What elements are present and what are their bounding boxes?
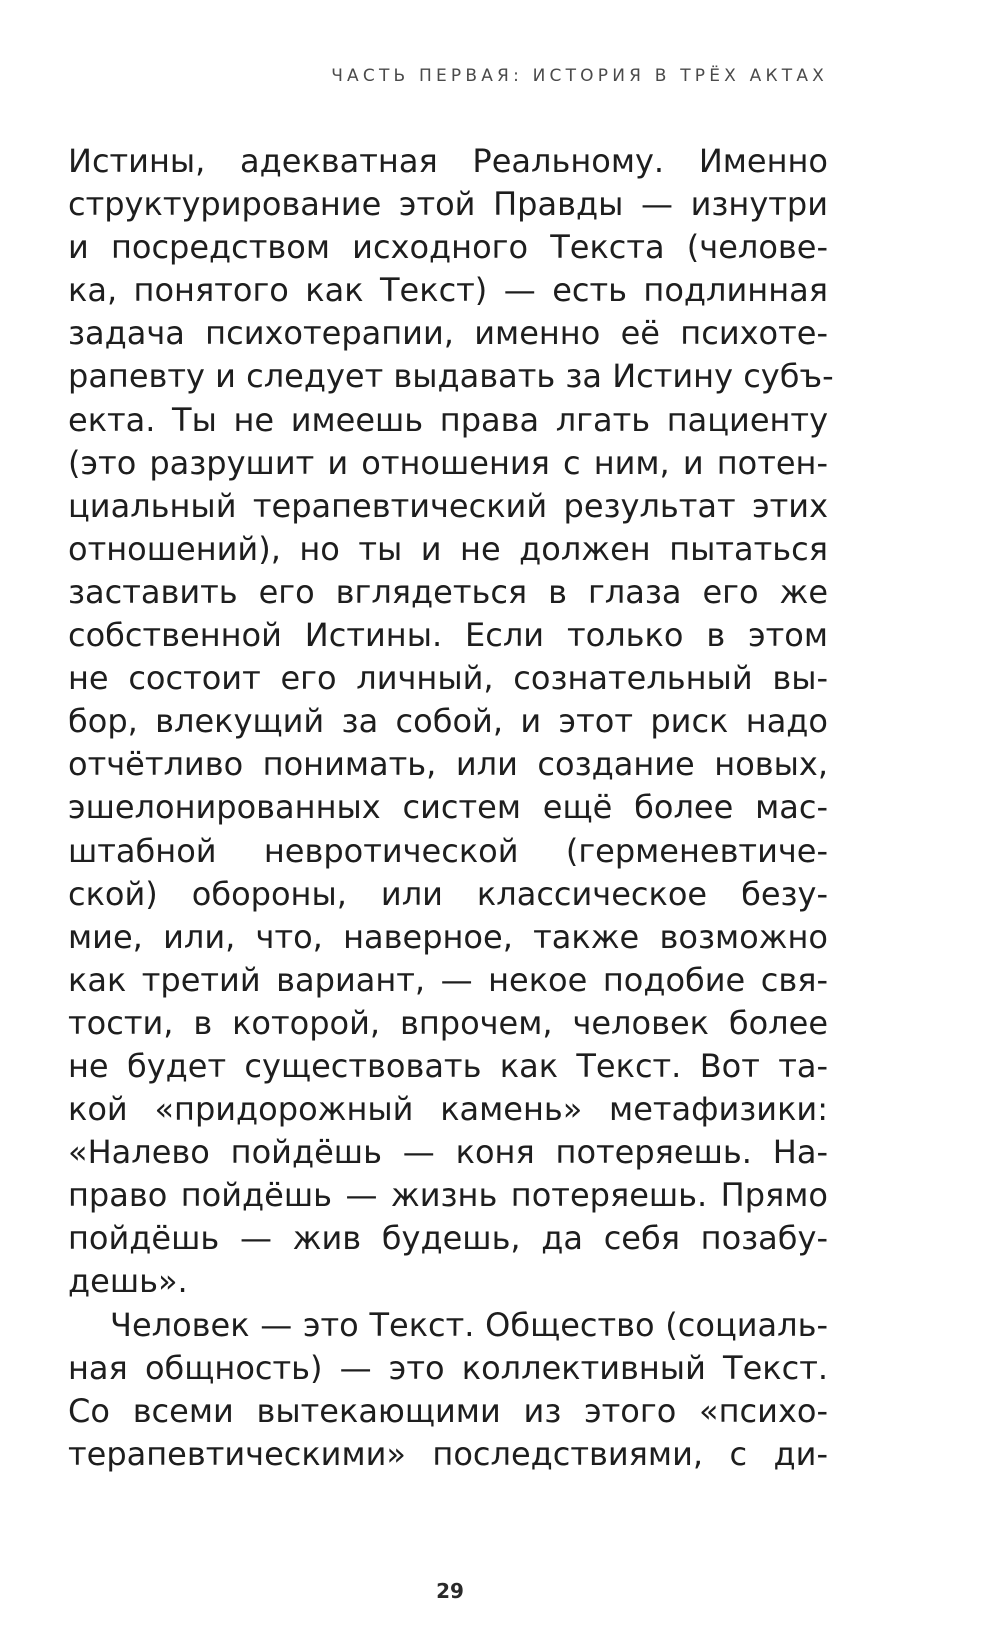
text-line: «Налево пойдёшь — коня потеряешь. На-	[68, 1133, 828, 1172]
text-line: дешь».	[68, 1262, 188, 1301]
text-line: отношений), но ты и не должен пытаться	[68, 529, 828, 568]
text-line: задача психотерапии, именно её психоте-	[68, 314, 828, 353]
text-line: тости, в которой, впрочем, человек более	[68, 1003, 828, 1042]
text-line: рапевту и следует выдавать за Истину субъ-	[68, 357, 834, 396]
paragraph-1	[68, 140, 834, 1304]
text-line: структурирование этой Правды — изнутри	[68, 185, 828, 224]
text-line: отчётливо понимать, или создание новых,	[68, 745, 828, 784]
text-line: эшелонированных систем ещё более мас-	[68, 788, 828, 827]
paragraph-2	[68, 1304, 828, 1476]
text-line: терапевтическими» последствиями, с ди-	[68, 1434, 828, 1473]
text-line: кой «придорожный камень» метафизики:	[68, 1090, 828, 1129]
text-line: Человек — это Текст. Общество (социаль-	[110, 1305, 828, 1344]
text-line: ка, понятого как Текст) — есть подлинная	[68, 271, 828, 310]
body-text	[68, 140, 834, 1476]
text-line: не состоит его личный, сознательный вы-	[68, 659, 828, 698]
text-line: заставить его вглядеться в глаза его же	[68, 572, 828, 611]
text-line: пойдёшь — жив будешь, да себя позабу-	[68, 1219, 828, 1258]
text-line: мие, или, что, наверное, также возможно	[68, 917, 828, 956]
text-line: как третий вариант, — некое подобие свя-	[68, 960, 828, 999]
text-line: собственной Истины. Если только в этом	[68, 616, 828, 655]
text-line: циальный терапевтический результат этих	[68, 486, 828, 525]
text-line: Со всеми вытекающими из этого «психо-	[68, 1391, 828, 1430]
text-line: екта. Ты не имеешь права лгать пациенту	[68, 400, 828, 439]
text-line: бор, влекущий за собой, и этот риск надо	[68, 702, 828, 741]
text-line: право пойдёшь — жизнь потеряешь. Прямо	[68, 1176, 828, 1215]
text-line: не будет существовать как Текст. Вот та-	[68, 1046, 828, 1085]
running-head: ЧАСТЬ ПЕРВАЯ: ИСТОРИЯ В ТРЁХ АКТАХ	[331, 66, 828, 86]
text-line: ная общность) — это коллективный Текст.	[68, 1348, 828, 1387]
text-line: штабной невротической (герменевтиче-	[68, 831, 828, 870]
page-number: 29	[436, 1579, 464, 1603]
text-line: (это разрушит и отношения с ним, и потен-	[68, 443, 828, 482]
text-line: Истины, адекватная Реальному. Именно	[68, 142, 828, 180]
text-line: и посредством исходного Текста (челове-	[68, 228, 828, 267]
text-line: ской) обороны, или классическое безу-	[68, 874, 828, 913]
